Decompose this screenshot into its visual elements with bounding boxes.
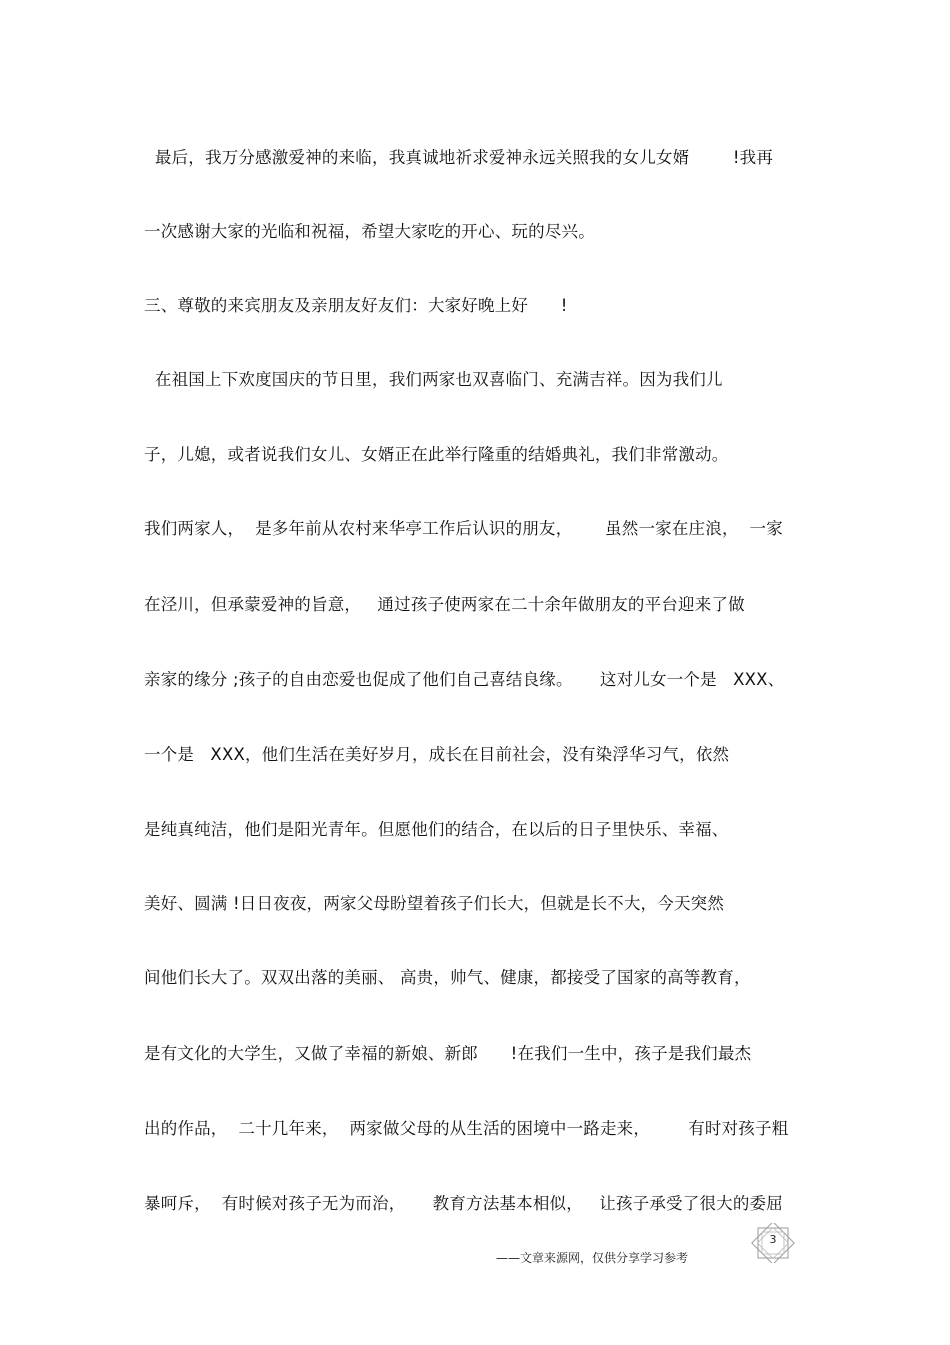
text-line: 美好、圆满 !日日夜夜，两家父母盼望着孩子们长大，但就是长不大，今天突然 (144, 894, 725, 913)
text-line: 间他们长大了。双双出落的美丽、 高贵，帅气、健康，都接受了国家的高等教育， (144, 968, 751, 987)
text-line: 子，儿媳，或者说我们女儿、女婿正在此举行隆重的结婚典礼，我们非常激动。 (144, 445, 729, 464)
text-line: 我们两家人， 是多年前从农村来华亭工作后认识的朋友， 虽然一家在庄浪， 一家 (144, 519, 783, 538)
text-line: 是有文化的大学生，又做了幸福的新娘、新郎 !在我们一生中，孩子是我们最杰 (144, 1044, 752, 1063)
text-line: 一次感谢大家的光临和祝福，希望大家吃的开心、玩的尽兴。 (144, 222, 595, 241)
text-line: 在泾川，但承蒙爱神的旨意， 通过孩子使两家在二十余年做朋友的平台迎来了做 (144, 595, 745, 614)
page-number-badge (749, 1223, 797, 1263)
text-line: 最后，我万分感激爱神的来临，我真诚地祈求爱神永远关照我的女儿女婿 !我再 (144, 148, 774, 167)
text-line: 是纯真纯洁，他们是阳光青年。但愿他们的结合，在以后的日子里快乐、幸福、 (144, 820, 729, 839)
text-line: 三、尊敬的来宾朋友及亲朋友好友们：大家好晚上好 ! (144, 296, 568, 315)
text-line: 暴呵斥， 有时候对孩子无为而治， 教育方法基本相似， 让孩子承受了很大的委屈 (144, 1194, 783, 1213)
footer-source-note: ——文章来源网，仅供分享学习参考 (496, 1251, 689, 1265)
text-line: 亲家的缘分 ;孩子的自由恋爱也促成了他们自己喜结良缘。 这对儿女一个是 XXX、 (144, 670, 785, 689)
text-line: 在祖国上下欢度国庆的节日里，我们两家也双喜临门、充满吉祥。因为我们儿 (144, 370, 723, 389)
page-number: 3 (769, 1233, 777, 1246)
text-line: 出的作品， 二十几年来， 两家做父母的从生活的困境中一路走来， 有时对孩子粗 (144, 1119, 789, 1138)
text-line: 一个是 XXX，他们生活在美好岁月，成长在目前社会，没有染浮华习气，依然 (144, 745, 730, 764)
